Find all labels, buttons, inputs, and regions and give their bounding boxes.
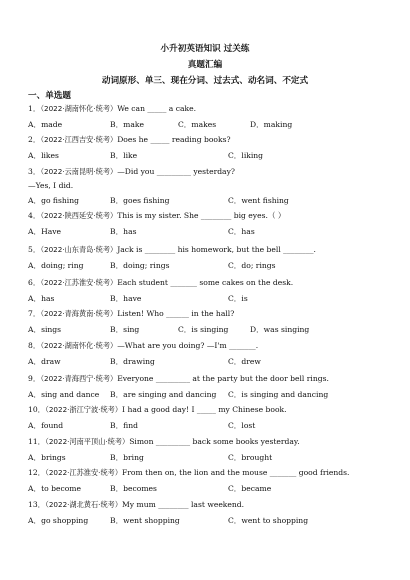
answer-option: C．went fishing xyxy=(228,196,289,205)
answer-option: A．to become xyxy=(28,484,81,493)
answer-option: B．make xyxy=(110,120,144,129)
answer-option: A．go fishing xyxy=(28,196,79,205)
answer-option: A．brings xyxy=(28,453,66,462)
question-text: We can _____ a cake. xyxy=(117,104,197,113)
answer-option: C．do; rings xyxy=(228,261,276,270)
dialogue-reply: —Yes, I did. xyxy=(28,181,74,190)
question-text: This is my sister. She ________ big eyes.（ ） xyxy=(117,211,286,220)
answer-option: C．lost xyxy=(228,421,256,430)
question-text: Everyone _________ at the party but the door bell rings. xyxy=(117,374,329,383)
question-text: Jack is ________ his homework, but the bell ________. xyxy=(117,245,316,254)
answer-option: C．liking xyxy=(228,151,264,160)
question-stem xyxy=(28,468,349,478)
question-text: Listen! Who ______ in the hall? xyxy=(117,309,235,318)
question-source: （2022·青海黄南·统考） xyxy=(40,309,118,318)
question-source: （2022·山东青岛·统考） xyxy=(40,245,118,254)
answer-option: A．has xyxy=(28,294,55,303)
question-source: （2022·湖南怀化·统考） xyxy=(40,341,118,350)
question-source: （2022·江苏淮安·统考） xyxy=(45,468,123,477)
answer-option: C．became xyxy=(228,484,272,493)
question-source: （2022·青海西宁·统考） xyxy=(40,374,118,383)
answer-option: C．went to shopping xyxy=(228,516,309,525)
answer-option: B．goes fishing xyxy=(110,196,170,205)
question-text: Simon _________ back some books yesterday. xyxy=(129,437,300,446)
question-source: （2022·河南平顶山·统考） xyxy=(45,437,130,446)
question-stem xyxy=(28,104,196,114)
answer-option: B．doing; rings xyxy=(110,261,170,270)
question-text: Each student _______ some cakes on the desk. xyxy=(117,278,294,287)
question-number: 3． xyxy=(28,167,41,176)
answer-option: A．doing; ring xyxy=(28,261,84,270)
answer-option: A．made xyxy=(28,120,63,129)
question-source: （2022·浙江宁波·统考） xyxy=(45,405,123,414)
section-heading: 一、单选题 xyxy=(28,91,71,101)
answer-option: B．are singing and dancing xyxy=(110,390,217,399)
answer-option: B．sing xyxy=(110,325,140,334)
question-text: —Did you _________ yesterday? xyxy=(117,167,235,176)
question-number: 1． xyxy=(28,104,41,113)
answer-option: A．go shopping xyxy=(28,516,89,525)
answer-option: C．is singing xyxy=(178,325,229,334)
answer-option: A．sing and dance xyxy=(28,390,100,399)
question-text: Does he _____ reading books? xyxy=(117,135,231,144)
question-number: 13． xyxy=(28,500,46,509)
question-stem xyxy=(28,309,234,319)
question-source: （2022·江苏淮安·统考） xyxy=(40,278,118,287)
answer-option: D．was singing xyxy=(250,325,310,334)
question-number: 11． xyxy=(28,437,46,446)
answer-option: A．draw xyxy=(28,357,61,366)
question-number: 6． xyxy=(28,278,41,287)
question-number: 5． xyxy=(28,245,41,254)
answer-option: A．likes xyxy=(28,151,59,160)
question-source: （2022·湖南怀化·统考） xyxy=(40,104,118,113)
answer-option: C．is singing and dancing xyxy=(228,390,329,399)
worksheet-topic: 动词原形、单三、现在分词、过去式、动名词、不定式 xyxy=(101,76,309,86)
question-stem xyxy=(28,500,244,510)
question-stem xyxy=(28,405,287,415)
answer-option: C．drew xyxy=(228,357,261,366)
question-source: （2022·江西吉安·统考） xyxy=(40,135,118,144)
question-number: 7． xyxy=(28,309,41,318)
question-source: （2022·陕西延安·统考） xyxy=(40,211,118,220)
question-number: 2． xyxy=(28,135,41,144)
question-stem xyxy=(28,278,293,288)
answer-option: B．went shopping xyxy=(110,516,180,525)
answer-option: C．brought xyxy=(228,453,273,462)
worksheet-title: 小升初英语知识 过关练 xyxy=(160,44,250,54)
answer-option: A．Have xyxy=(28,227,62,236)
question-stem xyxy=(28,135,231,145)
question-stem xyxy=(28,437,300,447)
answer-option: D．making xyxy=(250,120,293,129)
question-stem xyxy=(28,211,285,221)
question-number: 4． xyxy=(28,211,41,220)
answer-option: B．drawing xyxy=(110,357,155,366)
answer-option: C．makes xyxy=(178,120,217,129)
question-source: （2022·云南昆明·统考） xyxy=(40,167,118,176)
question-number: 9． xyxy=(28,374,41,383)
question-number: 8． xyxy=(28,341,41,350)
question-number: 12． xyxy=(28,468,46,477)
worksheet-subtitle: 真题汇编 xyxy=(187,60,223,70)
question-stem xyxy=(28,374,329,384)
question-text: I had a good day! I _____ my Chinese book. xyxy=(122,405,287,414)
question-text: From then on, the lion and the mouse _______ good friends. xyxy=(122,468,350,477)
answer-option: A．found xyxy=(28,421,64,430)
answer-option: B．have xyxy=(110,294,142,303)
question-stem xyxy=(28,167,235,177)
answer-option: C．is xyxy=(228,294,248,303)
question-text: —What are you doing? —I'm _______. xyxy=(117,341,259,350)
question-stem xyxy=(28,341,258,351)
question-number: 10． xyxy=(28,405,46,414)
answer-option: B．find xyxy=(110,421,138,430)
question-text: My mum ________ last weekend. xyxy=(122,500,245,509)
answer-option: B．bring xyxy=(110,453,144,462)
question-source: （2022·湖北黄石·统考） xyxy=(45,500,123,509)
answer-option: A．sings xyxy=(28,325,62,334)
answer-option: C．has xyxy=(228,227,255,236)
answer-option: B．becomes xyxy=(110,484,157,493)
answer-option: B．like xyxy=(110,151,138,160)
answer-option: B．has xyxy=(110,227,137,236)
question-stem xyxy=(28,245,316,255)
